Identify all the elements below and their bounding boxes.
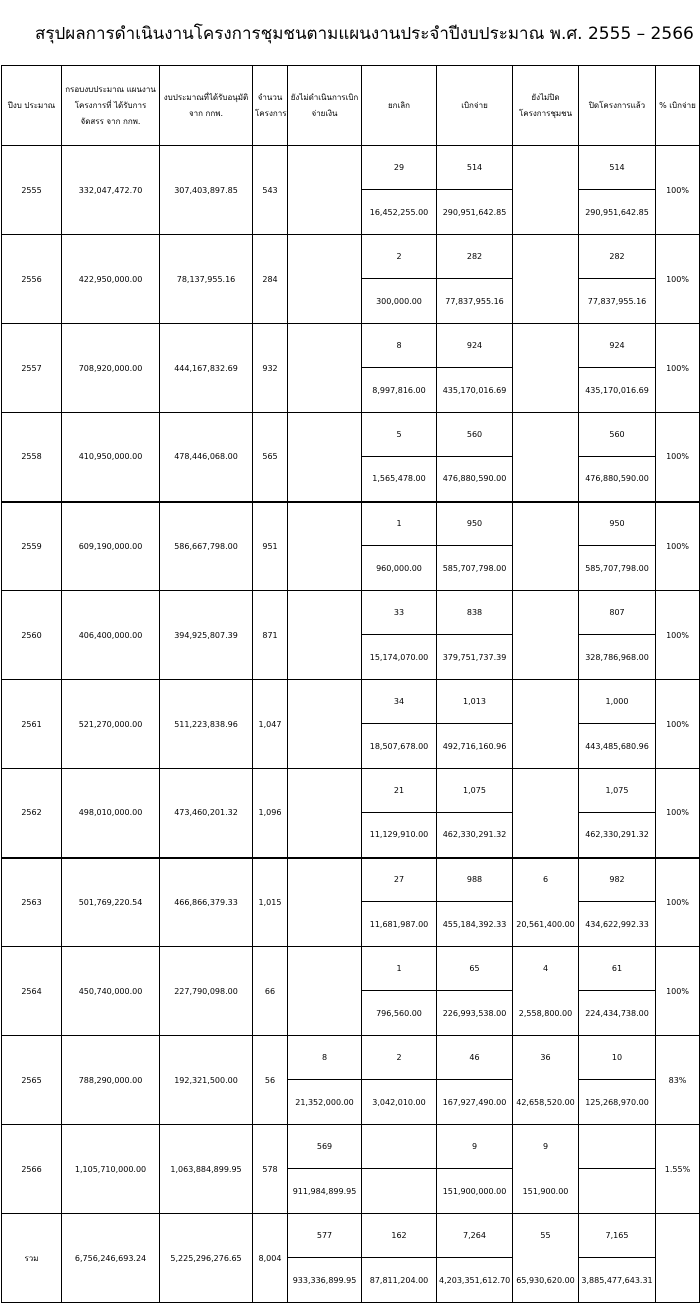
not-disbursed-count: 569 <box>288 1125 362 1169</box>
count-cell: 1,096 <box>253 769 288 858</box>
page-title: สรุปผลการดำเนินงานโครงการชุมชนตามแผนงานประจำปีงบประมาณ พ.ศ. 2555 – 2566 <box>35 24 694 44</box>
not-disbursed-amount: 911,984,899.95 <box>288 1169 362 1214</box>
header-not-disbursed: ยังไม่ดำเนินการเบิก จ่ายเงิน <box>288 66 362 146</box>
year-cell: 2564 <box>2 947 62 1036</box>
percent-cell: 100% <box>656 146 700 235</box>
approved-cell: 473,460,201.32 <box>160 769 253 858</box>
percent-cell: 100% <box>656 324 700 413</box>
not-disbursed-count: 577 <box>288 1214 362 1258</box>
header-approved: งบประมาณที่ได้รับอนุมัติ จาก กกพ. <box>160 66 253 146</box>
framework-cell: 422,950,000.00 <box>62 235 160 324</box>
closed-amount: 290,951,642.85 <box>579 190 656 235</box>
count-cell: 284 <box>253 235 288 324</box>
cancelled-amount: 960,000.00 <box>362 546 437 591</box>
framework-cell: 6,756,246,693.24 <box>62 1214 160 1303</box>
approved-cell: 394,925,807.39 <box>160 591 253 680</box>
year-cell: 2556 <box>2 235 62 324</box>
header-disbursed: เบิกจ่าย <box>437 66 513 146</box>
not-disbursed-count: 8 <box>288 1036 362 1080</box>
closed-amount: 125,268,970.00 <box>579 1080 656 1125</box>
percent-cell: 100% <box>656 413 700 502</box>
cancelled-amount <box>362 1169 437 1214</box>
cancelled-amount: 15,174,070.00 <box>362 635 437 680</box>
approved-cell: 511,223,838.96 <box>160 680 253 769</box>
not-disbursed-cell <box>288 324 362 413</box>
table-row <box>2 1214 700 1258</box>
approved-cell: 466,866,379.33 <box>160 858 253 947</box>
approved-cell: 307,403,897.85 <box>160 146 253 235</box>
cancelled-amount: 11,129,910.00 <box>362 813 437 858</box>
disbursed-count: 9 <box>437 1125 513 1169</box>
framework-cell: 609,190,000.00 <box>62 502 160 591</box>
percent-cell: 100% <box>656 769 700 858</box>
header-count: จำนวน โครงการ <box>253 66 288 146</box>
not-closed-cell <box>513 413 579 502</box>
closed-amount: 585,707,798.00 <box>579 546 656 591</box>
not-disbursed-cell <box>288 146 362 235</box>
percent-cell: 100% <box>656 947 700 1036</box>
disbursed-amount: 455,184,392.33 <box>437 902 513 947</box>
framework-cell: 708,920,000.00 <box>62 324 160 413</box>
disbursed-count: 1,075 <box>437 769 513 813</box>
count-cell: 56 <box>253 1036 288 1125</box>
cancelled-amount: 796,560.00 <box>362 991 437 1036</box>
closed-count: 924 <box>579 324 656 368</box>
closed-amount: 435,170,016.69 <box>579 368 656 413</box>
framework-cell: 501,769,220.54 <box>62 858 160 947</box>
closed-amount: 462,330,291.32 <box>579 813 656 858</box>
cancelled-amount: 8,997,816.00 <box>362 368 437 413</box>
table-row <box>2 413 700 457</box>
closed-count: 1,000 <box>579 680 656 724</box>
closed-amount: 476,880,590.00 <box>579 457 656 502</box>
cancelled-amount: 16,452,255.00 <box>362 190 437 235</box>
count-cell: 951 <box>253 502 288 591</box>
count-cell: 871 <box>253 591 288 680</box>
not-disbursed-cell <box>288 591 362 680</box>
not-closed-cell <box>513 146 579 235</box>
closed-amount: 443,485,680.96 <box>579 724 656 769</box>
count-cell: 8,004 <box>253 1214 288 1303</box>
framework-cell: 450,740,000.00 <box>62 947 160 1036</box>
disbursed-count: 924 <box>437 324 513 368</box>
closed-count <box>579 1125 656 1169</box>
not-closed-cell <box>513 591 579 680</box>
disbursed-amount: 167,927,490.00 <box>437 1080 513 1125</box>
not-closed-amount: 42,658,520.00 <box>513 1080 579 1125</box>
framework-cell: 521,270,000.00 <box>62 680 160 769</box>
not-disbursed-cell <box>288 502 362 591</box>
year-cell: 2561 <box>2 680 62 769</box>
cancelled-count: 33 <box>362 591 437 635</box>
table-row <box>2 146 700 190</box>
framework-cell: 498,010,000.00 <box>62 769 160 858</box>
cancelled-amount: 11,681,987.00 <box>362 902 437 947</box>
year-cell: 2560 <box>2 591 62 680</box>
disbursed-count: 838 <box>437 591 513 635</box>
table-row <box>2 858 700 902</box>
header-row <box>2 66 700 146</box>
disbursed-amount: 379,751,737.39 <box>437 635 513 680</box>
disbursed-amount: 435,170,016.69 <box>437 368 513 413</box>
closed-count: 560 <box>579 413 656 457</box>
disbursed-amount: 476,880,590.00 <box>437 457 513 502</box>
disbursed-count: 988 <box>437 858 513 902</box>
not-disbursed-cell <box>288 413 362 502</box>
cancelled-count: 1 <box>362 502 437 546</box>
closed-count: 514 <box>579 146 656 190</box>
disbursed-amount: 151,900,000.00 <box>437 1169 513 1214</box>
not-closed-cell <box>513 235 579 324</box>
not-disbursed-cell <box>288 947 362 1036</box>
framework-cell: 1,105,710,000.00 <box>62 1125 160 1214</box>
year-cell: 2566 <box>2 1125 62 1214</box>
table-row <box>2 502 700 546</box>
not-disbursed-cell <box>288 235 362 324</box>
approved-cell: 1,063,884,899.95 <box>160 1125 253 1214</box>
count-cell: 578 <box>253 1125 288 1214</box>
closed-count: 1,075 <box>579 769 656 813</box>
percent-cell: 100% <box>656 235 700 324</box>
percent-cell: 83% <box>656 1036 700 1125</box>
not-closed-amount: 20,561,400.00 <box>513 902 579 947</box>
header-percent: % เบิกจ่าย <box>656 66 700 146</box>
closed-amount: 77,837,955.16 <box>579 279 656 324</box>
cancelled-count: 2 <box>362 1036 437 1080</box>
count-cell: 66 <box>253 947 288 1036</box>
closed-count: 950 <box>579 502 656 546</box>
approved-cell: 444,167,832.69 <box>160 324 253 413</box>
table-row <box>2 235 700 279</box>
disbursed-amount: 4,203,351,612.70 <box>437 1258 513 1303</box>
year-cell: 2565 <box>2 1036 62 1125</box>
disbursed-amount: 462,330,291.32 <box>437 813 513 858</box>
year-cell: 2555 <box>2 146 62 235</box>
approved-cell: 586,667,798.00 <box>160 502 253 591</box>
disbursed-count: 514 <box>437 146 513 190</box>
closed-amount: 3,885,477,643.31 <box>579 1258 656 1303</box>
not-disbursed-amount: 21,352,000.00 <box>288 1080 362 1125</box>
disbursed-amount: 226,993,538.00 <box>437 991 513 1036</box>
count-cell: 543 <box>253 146 288 235</box>
cancelled-amount: 18,507,678.00 <box>362 724 437 769</box>
table-row <box>2 324 700 368</box>
year-cell: 2558 <box>2 413 62 502</box>
count-cell: 1,015 <box>253 858 288 947</box>
approved-cell: 478,446,068.00 <box>160 413 253 502</box>
framework-cell: 406,400,000.00 <box>62 591 160 680</box>
year-cell: 2557 <box>2 324 62 413</box>
count-cell: 932 <box>253 324 288 413</box>
framework-cell: 788,290,000.00 <box>62 1036 160 1125</box>
not-closed-count: 6 <box>513 858 579 902</box>
table-row <box>2 947 700 991</box>
approved-cell: 192,321,500.00 <box>160 1036 253 1125</box>
cancelled-count: 29 <box>362 146 437 190</box>
closed-count: 61 <box>579 947 656 991</box>
cancelled-count: 162 <box>362 1214 437 1258</box>
header-framework: กรอบงบประมาณ แผนงานโครงการที่ ได้รับการจัดสรร จาก กกพ. <box>62 66 160 146</box>
closed-count: 7,165 <box>579 1214 656 1258</box>
not-disbursed-cell <box>288 858 362 947</box>
cancelled-count: 27 <box>362 858 437 902</box>
closed-amount: 224,434,738.00 <box>579 991 656 1036</box>
framework-cell: 410,950,000.00 <box>62 413 160 502</box>
year-cell: 2563 <box>2 858 62 947</box>
cancelled-amount: 3,042,010.00 <box>362 1080 437 1125</box>
not-closed-amount: 151,900.00 <box>513 1169 579 1214</box>
cancelled-count <box>362 1125 437 1169</box>
year-cell: 2562 <box>2 769 62 858</box>
not-closed-count: 9 <box>513 1125 579 1169</box>
year-cell: รวม <box>2 1214 62 1303</box>
percent-cell: 100% <box>656 591 700 680</box>
disbursed-count: 282 <box>437 235 513 279</box>
not-disbursed-amount: 933,336,899.95 <box>288 1258 362 1303</box>
disbursed-amount: 77,837,955.16 <box>437 279 513 324</box>
count-cell: 565 <box>253 413 288 502</box>
not-closed-count: 36 <box>513 1036 579 1080</box>
disbursed-count: 950 <box>437 502 513 546</box>
not-disbursed-cell <box>288 680 362 769</box>
cancelled-count: 2 <box>362 235 437 279</box>
not-closed-cell <box>513 502 579 591</box>
table-row <box>2 1036 700 1080</box>
disbursed-amount: 492,716,160.96 <box>437 724 513 769</box>
header-year: ปีงบ ประมาณ <box>2 66 62 146</box>
cancelled-count: 5 <box>362 413 437 457</box>
not-closed-amount: 65,930,620.00 <box>513 1258 579 1303</box>
table-row <box>2 1125 700 1169</box>
summary-table <box>1 65 700 1303</box>
header-cancelled: ยกเลิก <box>362 66 437 146</box>
cancelled-count: 8 <box>362 324 437 368</box>
not-closed-count: 4 <box>513 947 579 991</box>
disbursed-count: 1,013 <box>437 680 513 724</box>
not-closed-cell <box>513 324 579 413</box>
disbursed-count: 7,264 <box>437 1214 513 1258</box>
not-closed-amount: 2,558,800.00 <box>513 991 579 1036</box>
table-row <box>2 591 700 635</box>
header-closed: ปิดโครงการแล้ว <box>579 66 656 146</box>
table-row <box>2 769 700 813</box>
disbursed-count: 46 <box>437 1036 513 1080</box>
percent-cell: 1.55% <box>656 1125 700 1214</box>
percent-cell: 100% <box>656 680 700 769</box>
cancelled-amount: 1,565,478.00 <box>362 457 437 502</box>
disbursed-count: 560 <box>437 413 513 457</box>
percent-cell: 100% <box>656 858 700 947</box>
cancelled-count: 21 <box>362 769 437 813</box>
disbursed-amount: 290,951,642.85 <box>437 190 513 235</box>
closed-amount: 328,786,968.00 <box>579 635 656 680</box>
not-closed-count: 55 <box>513 1214 579 1258</box>
closed-count: 10 <box>579 1036 656 1080</box>
approved-cell: 78,137,955.16 <box>160 235 253 324</box>
closed-amount <box>579 1169 656 1214</box>
disbursed-count: 65 <box>437 947 513 991</box>
percent-cell <box>656 1214 700 1303</box>
closed-count: 282 <box>579 235 656 279</box>
year-cell: 2559 <box>2 502 62 591</box>
cancelled-amount: 300,000.00 <box>362 279 437 324</box>
not-closed-cell <box>513 680 579 769</box>
closed-count: 982 <box>579 858 656 902</box>
not-disbursed-cell <box>288 769 362 858</box>
percent-cell: 100% <box>656 502 700 591</box>
header-not-closed: ยังไม่ปิด โครงการชุมชน <box>513 66 579 146</box>
not-closed-cell <box>513 769 579 858</box>
approved-cell: 227,790,098.00 <box>160 947 253 1036</box>
approved-cell: 5,225,296,276.65 <box>160 1214 253 1303</box>
count-cell: 1,047 <box>253 680 288 769</box>
cancelled-amount: 87,811,204.00 <box>362 1258 437 1303</box>
closed-amount: 434,622,992.33 <box>579 902 656 947</box>
framework-cell: 332,047,472.70 <box>62 146 160 235</box>
cancelled-count: 34 <box>362 680 437 724</box>
table-row <box>2 680 700 724</box>
disbursed-amount: 585,707,798.00 <box>437 546 513 591</box>
closed-count: 807 <box>579 591 656 635</box>
cancelled-count: 1 <box>362 947 437 991</box>
